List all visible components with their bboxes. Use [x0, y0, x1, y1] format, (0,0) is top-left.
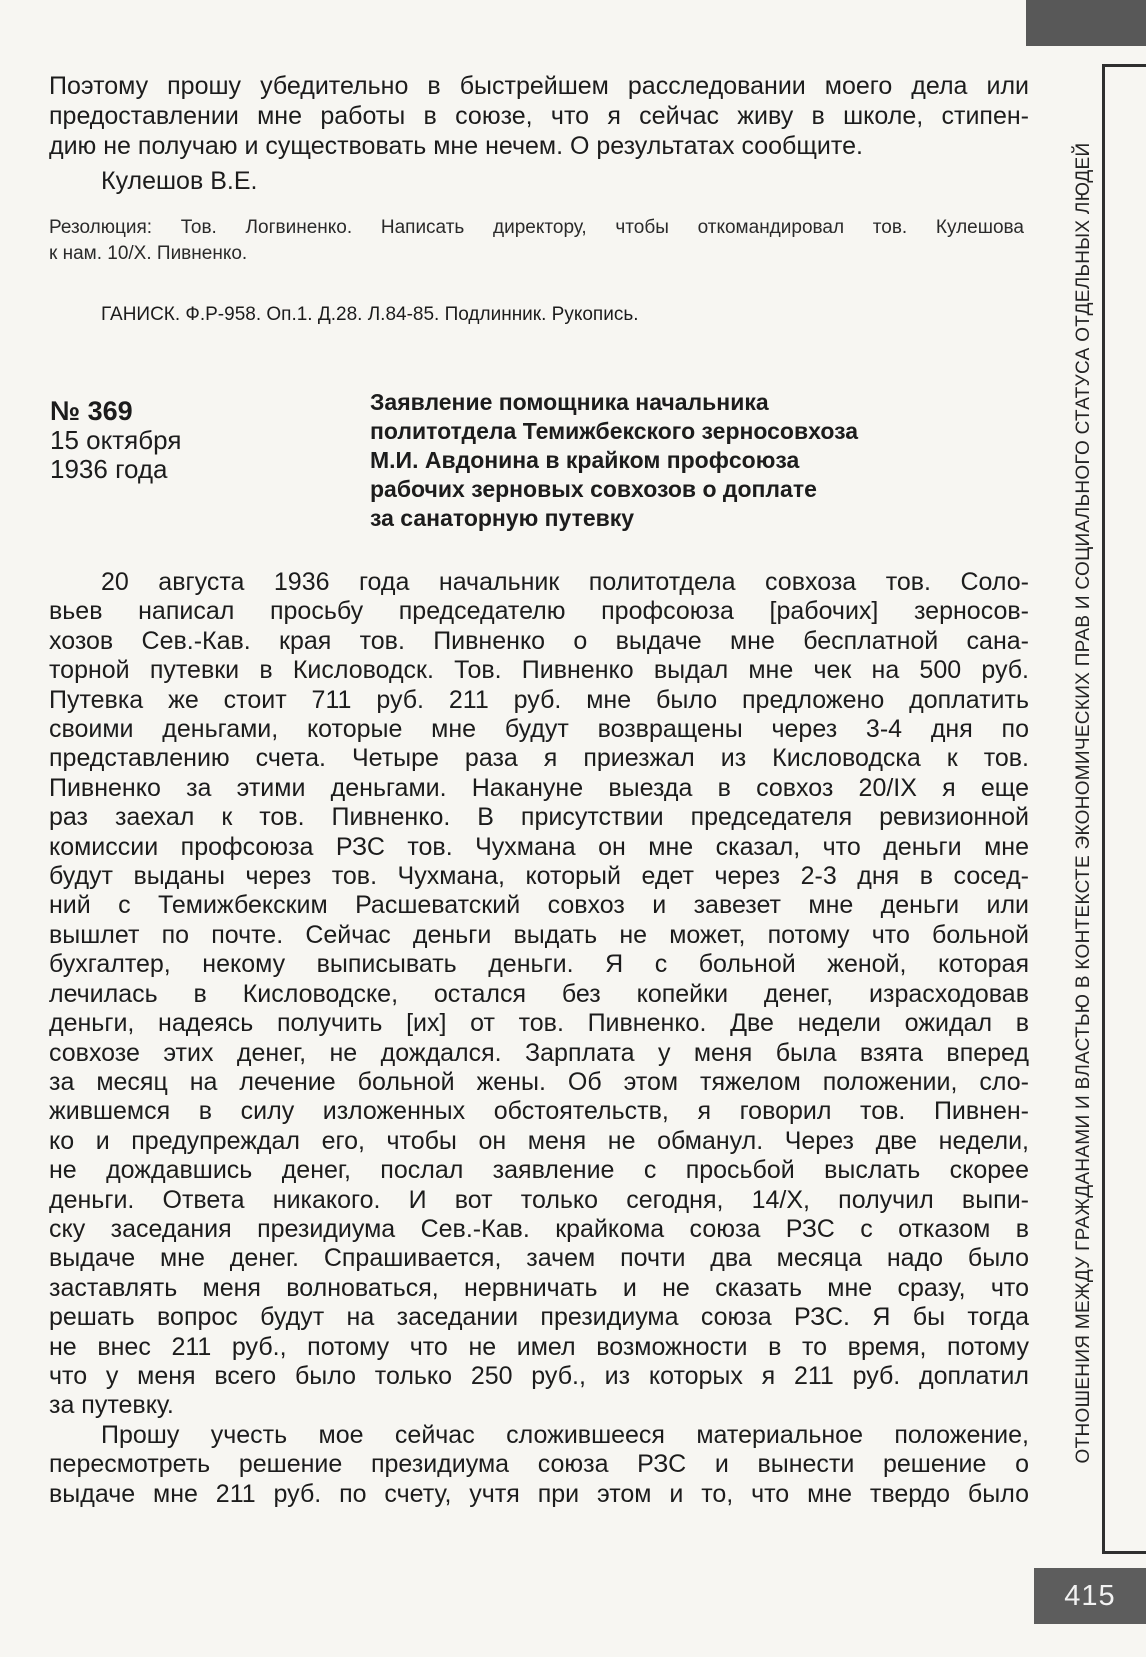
- body-line: 20 августа 1936 года начальник политотдела совхоза тов. Соло-: [101, 568, 1029, 596]
- body-line: не внес 211 руб., потому что не имел возможности в то время, потому: [49, 1332, 1029, 1361]
- body-line: решать вопрос будут на заседании президиума союза РЗС. Я бы тогда: [49, 1303, 1029, 1332]
- body-line: за месяц на лечение больной жены. Об этом тяжелом положении, сло-: [49, 1067, 1029, 1096]
- body-line: вьев написал просьбу председателю профсоюза [рабочих] зерносов-: [49, 597, 1029, 626]
- body-line: своими деньгами, которые мне будут возвращены через 3-4 дня по: [49, 715, 1029, 744]
- title-line: рабочих зерновых совхозов о доплате: [370, 476, 817, 502]
- title-line: за санаторную путевку: [370, 505, 635, 531]
- page-number: 415: [1034, 1568, 1146, 1624]
- previous-letter-text: [49, 71, 1029, 161]
- body-line: лечилась в Кисловодске, остался без копейки денег, израсходовав: [49, 979, 1029, 1008]
- title-line: политотдела Темижбекского зерносовхоза: [370, 418, 858, 444]
- document-number: № 369: [50, 396, 133, 426]
- body-line: выдаче мне денег. Спрашивается, зачем почти два месяца надо было: [49, 1244, 1029, 1273]
- body-line: торной путевки в Кисловодск. Тов. Пивненко выдал мне чек на 500 руб.: [49, 656, 1029, 685]
- body-line: будут выданы через тов. Чухмана, который едет через 2-3 дня в сосед-: [49, 862, 1029, 891]
- body-line: хозов Сев.-Кав. края тов. Пивненко о выдаче мне бесплатной сана-: [49, 626, 1029, 655]
- body-line: Прошу учесть мое сейчас сложившееся материальное положение,: [101, 1420, 1029, 1449]
- body-line: жившемся в силу изложенных обстоятельств, я говорил тов. Пивнен-: [49, 1097, 1029, 1126]
- resolution: [49, 215, 1024, 267]
- body-line: заставлять меня волноваться, нервничать и не сказать мне сразу, что: [49, 1273, 1029, 1302]
- body-line: Путевка же стоит 711 руб. 211 руб. мне было предложено доплатить: [49, 685, 1029, 714]
- document-title: [370, 388, 1020, 533]
- document-meta: [50, 397, 181, 484]
- body-line: вышлет по почте. Сейчас деньги выдать не может, потому что больной: [49, 920, 1029, 949]
- body-line: деньги. Ответа никакого. И вот только сегодня, 14/Х, получил выпи-: [49, 1185, 1029, 1214]
- archive-source: ГАНИСК. Ф.Р-958. Оп.1. Д.28. Л.84-85. Подлинник. Рукопись.: [101, 304, 639, 325]
- title-line: Заявление помощника начальника: [370, 389, 769, 415]
- corner-tab: [1026, 0, 1146, 46]
- body-line: бухгалтер, некому выписывать деньги. Я с больной женой, которая: [49, 950, 1029, 979]
- document-date-day: 15 октября: [50, 425, 182, 455]
- margin-frame: [1102, 64, 1146, 1554]
- body-line: пересмотреть решение президиума союза РЗС и вынести решение о: [49, 1450, 1029, 1479]
- document-date-year: 1936 года: [50, 454, 168, 484]
- running-title: ОТНОШЕНИЯ МЕЖДУ ГРАЖДАНАМИ И ВЛАСТЬЮ В КОНТЕКСТЕ ЭКОНОМИЧЕСКИХ ПРАВ И СОЦИАЛЬНОГО СТАТУСА ОТДЕЛЬНЫХ ЛЮДЕЙ: [1073, 142, 1094, 1464]
- text-line: Поэтому прошу убедительно в быстрейшем расследовании моего дела или: [49, 72, 1029, 100]
- body-line: раз заехал к тов. Пивненко. В присутствии председателя ревизионной: [49, 803, 1029, 832]
- text-line: Резолюция: Тов. Логвиненко. Написать директору, чтобы откомандировал тов. Кулешова: [49, 217, 1024, 238]
- document-body: [49, 568, 1029, 1509]
- body-line: выдаче мне 211 руб. по счету, учтя при этом и то, что мне твердо было: [49, 1479, 1029, 1508]
- body-line: совхозе этих денег, не дождался. Зарплата у меня была взята вперед: [49, 1038, 1029, 1067]
- text-line: дию не получаю и существовать мне нечем. О результатах сообщите.: [49, 132, 863, 160]
- body-line: деньги, надеясь получить [их] от тов. Пивненко. Две недели ожидал в: [49, 1009, 1029, 1038]
- body-line: ко и предупреждал его, чтобы он меня не обманул. Через две недели,: [49, 1126, 1029, 1155]
- body-line: представлению счета. Четыре раза я приезжал из Кисловодска к тов.: [49, 744, 1029, 773]
- body-line: ний с Темижбекским Расшеватский совхоз и завезет мне деньги или: [49, 891, 1029, 920]
- body-line: не дождавшись денег, послал заявление с просьбой выслать скорее: [49, 1156, 1029, 1185]
- text-line: к нам. 10/Х. Пивненко.: [49, 243, 248, 264]
- signature: Кулешов В.Е.: [101, 167, 258, 195]
- body-line: Пивненко за этими деньгами. Накануне выезда в совхоз 20/IX я еще: [49, 773, 1029, 802]
- body-line: ску заседания президиума Сев.-Кав. крайкома союза РЗС с отказом в: [49, 1214, 1029, 1243]
- title-line: М.И. Авдонина в крайком профсоюза: [370, 447, 800, 473]
- body-line: комиссии профсоюза РЗС тов. Чухмана он мне сказал, что деньги мне: [49, 832, 1029, 861]
- text-line: предоставлении мне работы в союзе, что я сейчас живу в школе, стипен-: [49, 102, 1029, 130]
- body-line: что у меня всего было только 250 руб., из которых я 211 руб. доплатил: [49, 1361, 1029, 1390]
- body-line: за путевку.: [49, 1391, 174, 1420]
